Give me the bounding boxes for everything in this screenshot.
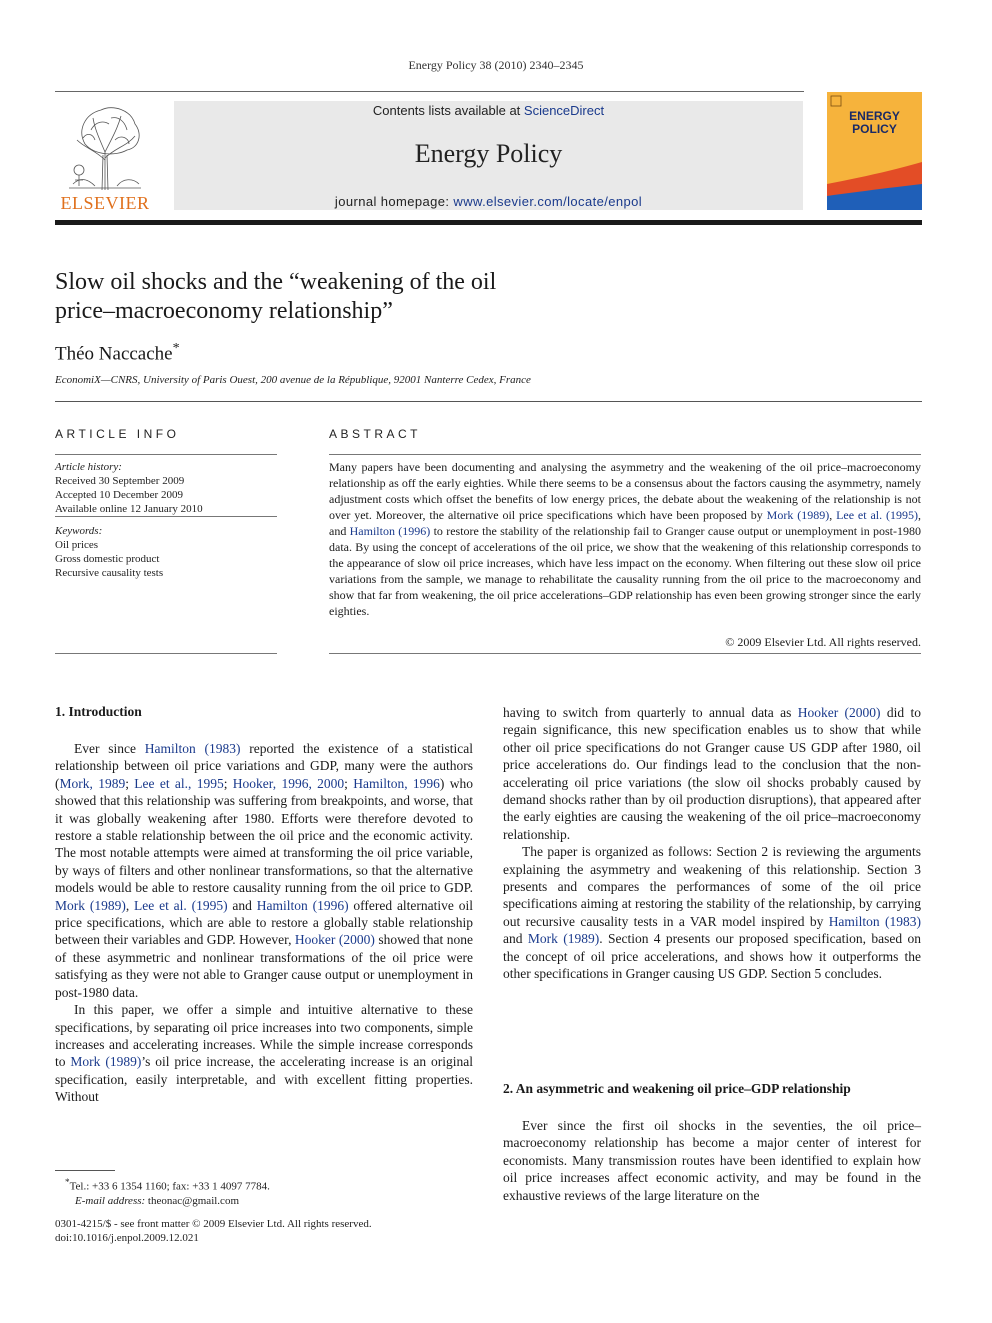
ref-link[interactable]: Mork (1989): [70, 1054, 142, 1070]
abstract-heading: ABSTRACT: [329, 427, 422, 441]
ref-link[interactable]: Lee et al. (1995): [836, 508, 918, 522]
ref-link[interactable]: Hamilton (1983): [144, 741, 241, 756]
sciencedirect-link[interactable]: ScienceDirect: [523, 103, 605, 118]
homepage-prefix: journal homepage:: [334, 194, 454, 209]
ref-link[interactable]: Hamilton, 1996: [353, 775, 440, 791]
paragraph: In this paper, we offer a simple and intuitive alternative to these specifications, by separating oil price increases into two components, simple increases and accelerating increases. While the simple increase corresponds to Mork (1989)’s oil price increase, the accelerating increase is an original specification, easily interpretable, and with excellent fitting properties. Without: [55, 1002, 473, 1105]
contents-prefix: Contents lists available at: [372, 103, 524, 118]
section-heading-asymmetric: 2. An asymmetric and weakening oil price–GDP relationship: [503, 1081, 851, 1096]
history-accepted: Accepted 10 December 2009: [55, 489, 183, 501]
elsevier-logo: [55, 100, 155, 212]
footnote-rule: [55, 1170, 115, 1171]
cover-title: ENERGY POLICY: [849, 109, 900, 136]
footnote-email[interactable]: theonac@gmail.com: [147, 1194, 239, 1207]
ref-link[interactable]: Hamilton (1983): [828, 913, 921, 929]
header-thick-rule: [55, 220, 922, 225]
article-history-label: Article history:: [55, 461, 122, 473]
contents-available-line: [174, 103, 803, 118]
elsevier-tree-icon: [55, 100, 155, 192]
ref-link[interactable]: Hooker (2000): [294, 932, 375, 948]
ref-link[interactable]: Hamilton (1996): [256, 897, 349, 913]
article-title: Slow oil shocks and the “weakening of the oil price–macroeconomy relationship”: [55, 269, 497, 324]
footnote-tel: Tel.: +33 6 1354 1160; fax: +33 1 4097 7784.: [69, 1180, 270, 1193]
article-history: [55, 460, 277, 516]
left-column-body: [55, 740, 473, 1106]
author-footnote-mark[interactable]: *: [172, 341, 180, 356]
header-rule: [55, 91, 804, 92]
author-name: Théo Naccache*: [55, 341, 180, 365]
ref-link[interactable]: Hamilton (1996): [349, 524, 431, 538]
ref-link[interactable]: Mork (1989): [766, 508, 830, 522]
abstract-text: Many papers have been documenting and analysing the asymmetry and the weakening of the oil price–macroeconomy relationship as off the early eighties. While there seems to be a consensus about the factors causing the asymmetry, namely adjustment costs which offset the benefits of low energy prices, the debate about the weakening of the relationship is not over yet. Moreover, the alternative oil price specifications which have been proposed by Mork (1989), Lee et al. (1995), and Hamilton (1996) to restore the stability of the relationship fail to Granger cause output or unemployment in post-1980 data. By using the concept of accelerations of the oil price, we show that the weakening of this relationship corresponds to the appearance of slow oil price increases, which have less impact on the economy. When filtering out these slow oil price variations from the sample, we manage to rehabilitate the causality running from the oil price to the macroeconomy and show that far from weakening, the oil price accelerations–GDP relationship has even been growing stronger since the early eighties.: [329, 460, 922, 618]
journal-homepage-line: [174, 194, 803, 209]
article-info-heading: ARTICLE INFO: [55, 427, 180, 441]
journal-cover-thumbnail: [827, 92, 922, 210]
journal-name: Energy Policy: [414, 139, 563, 168]
abstract-bottom-rule: [329, 653, 921, 654]
abstract-copyright: © 2009 Elsevier Ltd. All rights reserved.: [725, 635, 921, 649]
ref-link[interactable]: Lee et al., 1995: [134, 775, 224, 791]
paragraph: having to switch from quarterly to annual data as Hooker (2000) did to regain significance, this new specification enables us to show that while other oil price specifications do not Granger cause US GDP after 1980, oil price accelerations do. Our findings lead to the conclusion that the non-accelerating oil price variations (the slow oil shocks probably caused by demand shocks rather than by oil production disruptions), that appeared after the early eighties are causing the weakening of the oil price–macroeconomy relationship.: [503, 705, 921, 842]
elsevier-wordmark: ELSEVIER: [60, 193, 150, 213]
section-heading-introduction: 1. Introduction: [55, 704, 142, 719]
section2-body: [503, 1117, 921, 1204]
keywords-block: [55, 524, 277, 580]
history-received: Received 30 September 2009: [55, 475, 185, 487]
ref-link[interactable]: Hooker (2000): [797, 705, 881, 720]
ref-link[interactable]: Lee et al. (1995): [134, 897, 228, 913]
right-column-body: [503, 704, 921, 983]
article-info-bottom-rule: [55, 653, 277, 654]
keyword-item: Recursive causality tests: [55, 567, 164, 579]
article-info-rule: [55, 454, 277, 455]
journal-masthead: [174, 101, 803, 210]
front-matter-meta: [55, 1217, 473, 1245]
ref-link[interactable]: Hooker, 1996, 2000: [232, 775, 345, 791]
ref-link[interactable]: Mork (1989): [527, 931, 600, 947]
paragraph: The paper is organized as follows: Section 2 is reviewing the arguments explaining the asymmetry and weakening of this relationship. Section 3 presents and compares the performances of some of the oil price specifications aiming at restoring the stability of the relationship, by carrying out recursive causality tests in a VAR model inspired by Hamilton (1983) and Mork (1989). Section 4 presents our proposed specification, based on the concept of oil price accelerations, and shows how it outperforms the other specifications in Granger causing US GDP. Section 5 concludes.: [503, 844, 921, 982]
paragraph: Ever since the first oil shocks in the seventies, the oil price–macroeconomy relationship has become a major center of interest for economists. Many transmission routes have been identified to explain how oil price increases affect economic activity, and may be found in the exhaustive reviews of the large literature on the: [503, 1118, 921, 1203]
paragraph: Ever since Hamilton (1983) reported the existence of a statistical relationship between oil price variations and GDP, many were the authors (Mork, 1989; Lee et al., 1995; Hooker, 1996, 2000; Hamilton, 1996) who showed that this relationship was suffering from breakpoints, and worse, that it was globally weakening after 1980. Efforts were therefore devoted to restore a stable relationship between the oil price and the economic activity. The most notable attempts were aimed at transforming the oil price variable, by ways of filters and other nonlinear transformations, so that the alternative models would be able to restore causality running from the oil price to GDP. Mork (1989), Lee et al. (1995) and Hamilton (1996) offered alternative oil price specifications, which are able to restore a globally stable relationship between their variables and GDP. However, Hooker (2000) showed that none of these asymmetric and nonlinear transformations of the oil price were satisfying as they were not able to Granger cause output or unemployment in post-1980 data.: [55, 741, 473, 1000]
abstract-rule: [329, 454, 921, 455]
author-footnote: [55, 1175, 473, 1208]
journal-citation: Energy Policy 38 (2010) 2340–2345: [408, 58, 584, 72]
keyword-item: Oil prices: [55, 539, 99, 551]
keyword-item: Gross domestic product: [55, 553, 160, 565]
keywords-label: Keywords:: [55, 525, 103, 537]
history-online: Available online 12 January 2010: [55, 503, 203, 515]
journal-homepage-link[interactable]: www.elsevier.com/locate/enpol: [453, 194, 643, 209]
title-divider: [55, 401, 922, 402]
doi-line[interactable]: doi:10.1016/j.enpol.2009.12.021: [55, 1232, 199, 1244]
footnote-mark: *: [65, 1177, 70, 1187]
keywords-rule: [55, 516, 277, 517]
footnote-email-label: E-mail address:: [75, 1194, 146, 1207]
issn-line: 0301-4215/$ - see front matter © 2009 Elsevier Ltd. All rights reserved.: [55, 1218, 372, 1230]
ref-link[interactable]: Mork, 1989: [59, 775, 126, 791]
author-affiliation: EconomiX—CNRS, University of Paris Ouest, 200 avenue de la République, 92001 Nanterre Cedex, France: [55, 374, 531, 386]
ref-link[interactable]: Mork (1989): [55, 897, 126, 913]
